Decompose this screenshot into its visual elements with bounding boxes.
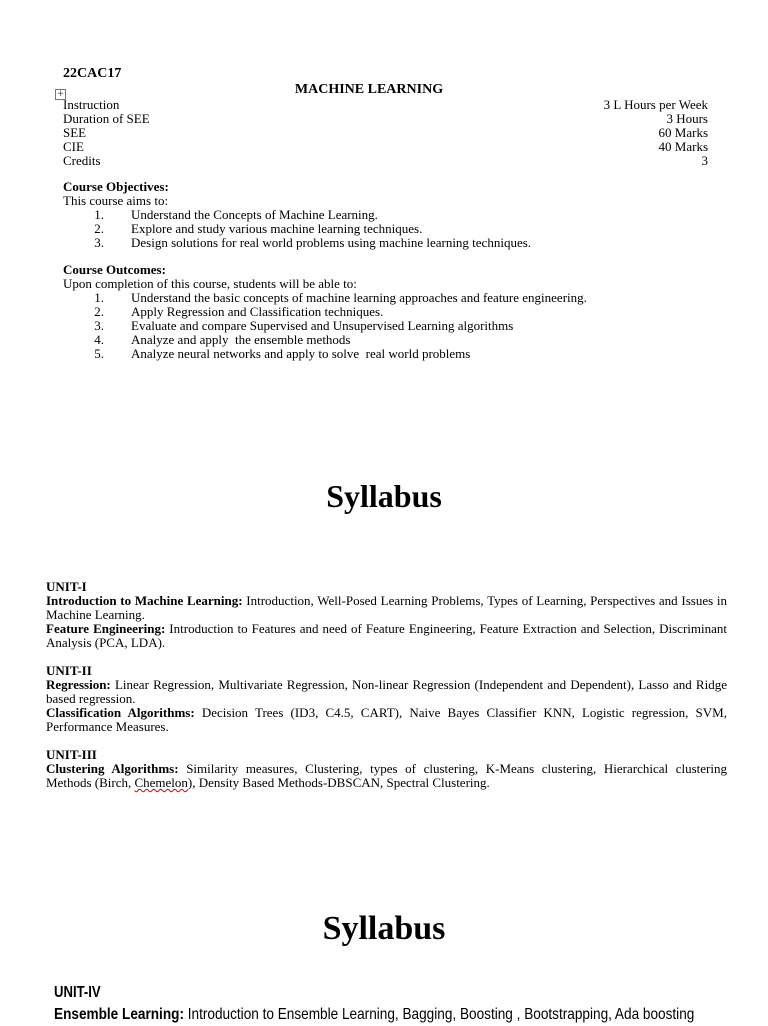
item-text: Apply Regression and Classification techniques. [131, 304, 384, 319]
unit-title: UNIT-I [46, 579, 87, 594]
item-number: 1. [94, 290, 104, 305]
item-text: Understand the basic concepts of machine learning approaches and feature engineering. [131, 290, 587, 305]
course-objectives [63, 180, 723, 250]
course-title: MACHINE LEARNING [294, 82, 444, 97]
list-item [63, 208, 723, 222]
item-number: 2. [94, 221, 104, 236]
course-code: 22CAC17 [63, 66, 122, 81]
unit-title: UNIT-III [46, 747, 97, 762]
info-value: 3 [701, 153, 708, 168]
info-row [63, 98, 708, 112]
info-value: 3 L Hours per Week [603, 97, 708, 112]
info-label: Instruction [63, 97, 120, 112]
unit-paragraph [46, 762, 727, 790]
unit-title: UNIT-II [46, 663, 92, 678]
course-outcomes [63, 263, 723, 361]
topic-text: Linear Regression, Multivariate Regression, Non-linear Regression (Independent and Dependent), Lasso and Ridge based regression. [46, 677, 727, 706]
info-value: 3 Hours [666, 111, 708, 126]
topic-heading: Classification Algorithms: [46, 705, 195, 720]
list-item [63, 236, 723, 250]
info-label: SEE [63, 125, 87, 140]
info-value: 60 Marks [658, 125, 708, 140]
topic-heading: Feature Engineering: [46, 621, 166, 636]
list-item [63, 333, 723, 347]
topic-text: ), Density Based Methods-DBSCAN, Spectral Clustering. [187, 775, 490, 790]
unit-section [46, 664, 727, 734]
info-row [63, 154, 708, 168]
info-label: Duration of SEE [63, 111, 150, 126]
item-number: 3. [94, 235, 104, 250]
topic-heading: Introduction to Machine Learning: [46, 593, 243, 608]
info-row [63, 140, 708, 154]
item-number: 4. [94, 332, 104, 347]
syllabus-heading-2: Syllabus [322, 910, 446, 947]
item-number: 5. [94, 346, 104, 361]
info-value: 40 Marks [658, 139, 708, 154]
topic-text: Decision Trees (ID3, C4.5, CART), Naive Bayes Classifier KNN, Logistic regression, SVM, Performance Measures. [46, 705, 727, 734]
objectives-intro: This course aims to: [63, 193, 169, 208]
course-info-table [63, 98, 708, 168]
item-number: 2. [94, 304, 104, 319]
topic-heading: Clustering Algorithms: [46, 761, 179, 776]
item-text: Understand the Concepts of Machine Learning. [131, 207, 378, 222]
topic-text: Introduction to Features and need of Feature Engineering, Feature Extraction and Selection, Discriminant Analysis (PCA, LDA). [46, 621, 727, 650]
list-item [63, 319, 723, 333]
syllabus-units [46, 580, 727, 804]
item-number: 3. [94, 318, 104, 333]
table-move-handle-icon[interactable]: + [56, 89, 65, 99]
info-label: Credits [63, 153, 101, 168]
unit-paragraph [46, 594, 727, 622]
unit-paragraph [46, 622, 727, 650]
info-row [63, 126, 708, 140]
list-item [63, 291, 723, 305]
objectives-list [63, 208, 723, 250]
info-row [63, 112, 708, 126]
list-item [63, 222, 723, 236]
unit-section [46, 748, 727, 790]
item-text: Analyze neural networks and apply to solve real world problems [131, 346, 471, 361]
outcomes-list [63, 291, 723, 361]
item-text: Evaluate and compare Supervised and Unsupervised Learning algorithms [131, 318, 514, 333]
unit-paragraph [46, 706, 727, 734]
unit-paragraph [54, 1004, 695, 1026]
topic-heading: Ensemble Learning: [54, 1006, 184, 1023]
topic-text: Introduction to Ensemble Learning, Bagging, Boosting , Bootstrapping, Ada boosting [183, 1006, 695, 1023]
list-item [63, 305, 723, 319]
unit-section [46, 580, 727, 650]
topic-text: Introduction, Well-Posed Learning Problems, Types of Learning, Perspectives and Issues in Machine Learning. [46, 593, 727, 622]
topic-heading: Regression: [46, 677, 111, 692]
outcomes-intro: Upon completion of this course, students will be able to: [63, 276, 357, 291]
list-item [63, 347, 723, 361]
unit-title: UNIT-IV [54, 984, 101, 1001]
item-number: 1. [94, 207, 104, 222]
item-text: Design solutions for real world problems using machine learning techniques. [131, 235, 532, 250]
objectives-heading: Course Objectives: [63, 179, 169, 194]
spellcheck-flagged-word[interactable]: Chemelon [134, 775, 188, 790]
unit-paragraph [46, 678, 727, 706]
syllabus-heading: Syllabus [326, 478, 442, 514]
topic-text: Similarity measures, Clustering, types of clustering, K-Means clustering, Hierarchical clustering Methods (Birch, [46, 761, 728, 790]
item-text: Explore and study various machine learning techniques. [131, 221, 423, 236]
outcomes-heading: Course Outcomes: [63, 262, 166, 277]
info-label: CIE [63, 139, 84, 154]
item-text: Analyze and apply the ensemble methods [131, 332, 351, 347]
unit-iv-section [54, 982, 734, 1026]
